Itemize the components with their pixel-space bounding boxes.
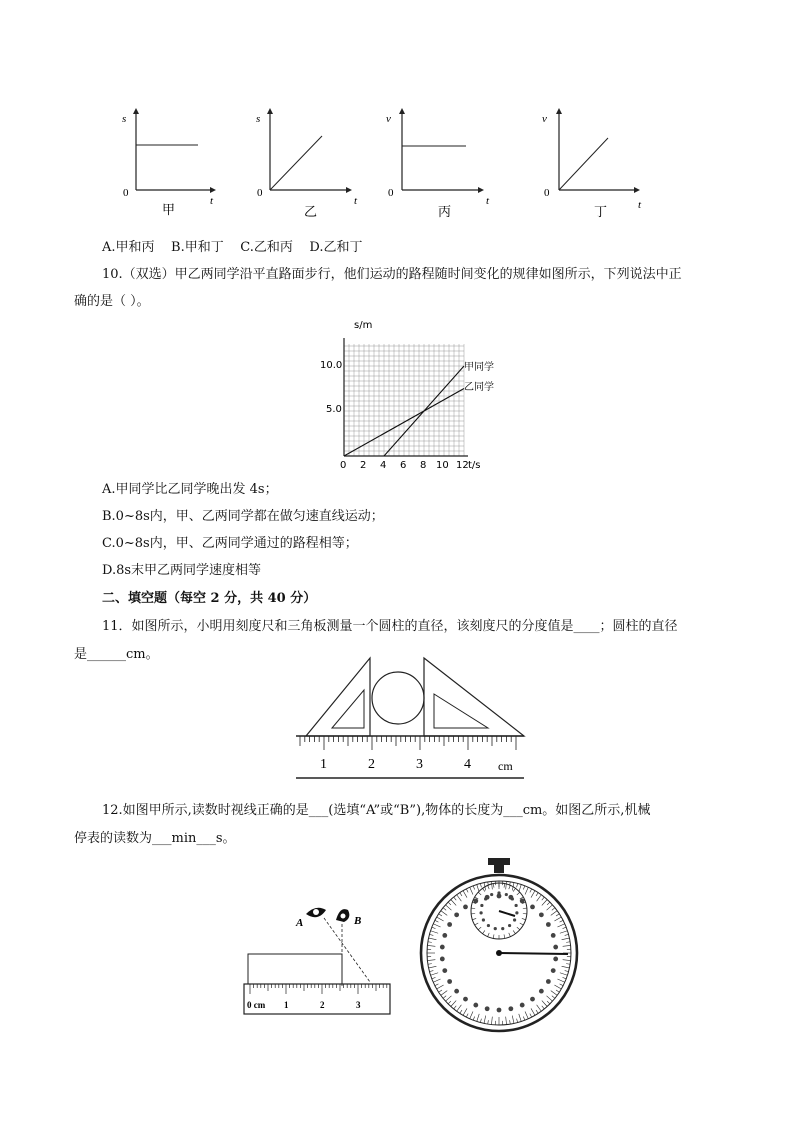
dial-tick: [563, 960, 571, 961]
eye-a-icon: [306, 908, 326, 917]
dial-tick: [454, 1006, 457, 1009]
dial-tick: [531, 891, 535, 898]
small-dial-tick: [517, 892, 520, 895]
dial-tick: [523, 886, 524, 890]
dial-number-mark: [520, 1003, 525, 1008]
graph-yi-y: s: [256, 113, 261, 125]
dial-number-mark: [447, 979, 452, 984]
dial-tick: [431, 931, 439, 933]
dial-tick: [429, 971, 433, 972]
dial-number-mark: [546, 979, 551, 984]
small-dial-number-mark: [505, 893, 508, 896]
dial-tick: [457, 1005, 462, 1011]
dial-number-mark: [440, 945, 445, 950]
small-dial-number-mark: [508, 924, 511, 927]
q10-ytick-10: 10.0: [320, 360, 343, 371]
dial-tick: [512, 1016, 514, 1024]
q10-xlabel: t/s: [468, 460, 481, 471]
q10-stem-line1: 10.（双选）甲乙两同学沿平直路面步行，他们运动的路程随时间变化的规律如图所示，下列说法中正: [102, 267, 682, 282]
dial-tick: [537, 1005, 542, 1011]
dial-number-mark: [454, 989, 459, 994]
small-dial-tick: [520, 923, 523, 925]
q11-label-1: 1: [320, 757, 327, 772]
dial-tick: [445, 905, 451, 910]
left-triangle: [306, 658, 370, 736]
q11-line1: 11．如图所示，小明用刻度尺和三角板测量一个圆柱的直径，该刻度尺的分度值是____；圆柱的直径: [102, 619, 678, 634]
dial-number-mark: [463, 997, 468, 1002]
dial-tick: [506, 881, 507, 889]
small-dial-number-mark: [484, 897, 487, 900]
dial-tick: [556, 914, 559, 916]
q10-option-d: D.8s末甲乙两同学速度相等: [102, 563, 262, 578]
dial-tick: [491, 1017, 492, 1025]
dial-tick: [547, 996, 553, 1001]
graph-ding: [542, 108, 642, 220]
dial-tick: [519, 1014, 521, 1022]
q12-label-1: 1: [284, 1000, 289, 1010]
q10-ytick-5: 5.0: [326, 404, 342, 415]
dial-number-mark: [546, 922, 551, 927]
q10-series-yi: 乙同学: [464, 382, 494, 393]
dial-number-mark: [440, 957, 445, 962]
small-dial-number-mark: [513, 918, 516, 921]
small-dial-number-mark: [511, 897, 514, 900]
q10-xtick-8: 8: [420, 460, 427, 471]
dial-tick: [470, 1011, 473, 1018]
dial-tick: [435, 920, 439, 922]
small-dial-tick: [472, 918, 476, 919]
dial-number-mark: [539, 989, 544, 994]
small-dial-tick: [483, 930, 485, 933]
dial-number-mark: [485, 1006, 490, 1011]
small-dial-number-mark: [480, 904, 483, 907]
eye-b-icon: [336, 909, 349, 922]
dial-tick: [451, 1001, 456, 1007]
dial-tick: [439, 990, 442, 992]
eye-b-label: B: [354, 915, 362, 927]
small-dial-number-mark: [479, 911, 482, 914]
q10-xtick-12: 12: [456, 460, 469, 471]
dial-tick: [433, 924, 440, 927]
q10-stem-line2: 确的是（ ）。: [74, 294, 150, 309]
q12-line1: 12.如图甲所示,读数时视线正确的是___(选填“A”或“B”),物体的长度为___cm。如图乙所示,机械: [102, 803, 651, 818]
dial-tick: [445, 996, 451, 1001]
small-dial-number-mark: [490, 893, 493, 896]
graph-jia-y: s: [122, 113, 127, 125]
small-dial-tick: [478, 927, 481, 930]
graph-jia: [122, 108, 216, 218]
dial-tick: [460, 893, 462, 896]
small-dial-number-mark: [487, 924, 490, 927]
dial-tick: [542, 899, 547, 905]
dial-tick: [437, 985, 444, 989]
dial-tick: [429, 938, 437, 940]
q11-ruler-figure: [292, 650, 532, 782]
small-dial-tick: [478, 892, 481, 895]
dial-tick: [557, 979, 564, 982]
dial-tick: [547, 905, 553, 910]
dial-tick: [441, 911, 447, 916]
dial-tick: [566, 942, 570, 943]
dial-tick: [530, 1014, 532, 1018]
dial-tick: [431, 973, 439, 975]
small-dial-tick: [509, 933, 511, 937]
dial-tick: [470, 887, 473, 894]
q11-label-4: 4: [464, 757, 471, 772]
dial-tick: [531, 1008, 535, 1015]
q11-label-2: 2: [368, 757, 375, 772]
dial-tick: [547, 1001, 550, 1004]
dial-number-mark: [539, 912, 544, 917]
cylinder: [372, 672, 424, 724]
dial-tick: [484, 1016, 486, 1024]
dial-tick: [562, 977, 566, 978]
q10-option-a: A.甲同学比乙同学晚出发 4s；: [102, 482, 278, 497]
q10-xtick-0: 0: [340, 460, 347, 471]
dial-tick: [566, 964, 570, 965]
graph-yi-name: 乙: [304, 205, 318, 220]
q11-unit: cm: [498, 759, 513, 773]
small-dial-tick: [522, 918, 526, 919]
dial-tick: [560, 920, 564, 922]
dial-tick: [491, 881, 492, 889]
dial-tick: [562, 927, 566, 928]
q10-series-jia: 甲同学: [464, 362, 494, 373]
dial-tick: [517, 1019, 518, 1023]
dial-tick: [556, 990, 559, 992]
dial-tick: [554, 917, 561, 921]
small-dial-tick: [513, 930, 515, 933]
dial-number-mark: [454, 912, 459, 917]
dial-tick: [460, 1010, 462, 1013]
dial-tick: [523, 1016, 524, 1020]
graph-bing: [386, 108, 490, 220]
dial-tick: [433, 979, 440, 982]
dial-tick: [542, 1001, 547, 1007]
graph-yi-x: t: [354, 195, 358, 207]
graph-bing-origin: 0: [388, 187, 394, 199]
dial-tick: [448, 1001, 451, 1004]
small-dial-tick: [488, 933, 490, 937]
small-dial-number-mark: [482, 918, 485, 921]
dial-tick: [466, 889, 468, 893]
graph-jia-name: 甲: [162, 203, 176, 218]
dial-tick: [451, 899, 456, 905]
graph-jia-x: t: [210, 195, 214, 207]
graph-yi: [256, 108, 358, 220]
dial-tick: [480, 883, 481, 887]
dial-tick: [454, 897, 457, 900]
dial-tick: [443, 908, 446, 911]
dial-tick: [506, 1017, 507, 1025]
small-dial-tick: [517, 927, 520, 930]
stopwatch-crown-icon: [488, 858, 510, 865]
q9-graphs: [100, 100, 680, 220]
section-title: 二、填空题（每空 2 分，共 40 分）: [102, 591, 317, 606]
dial-tick: [443, 996, 446, 999]
q10-option-b: B.0~8s内，甲、乙两同学都在做匀速直线运动；: [102, 509, 384, 524]
dial-tick: [429, 966, 437, 968]
dial-tick: [441, 991, 447, 996]
q10-option-c: C.0~8s内，甲、乙两同学通过的路程相等；: [102, 536, 358, 551]
q10-xtick-2: 2: [360, 460, 367, 471]
small-dial-tick: [493, 884, 494, 888]
dial-number-mark: [551, 933, 556, 938]
dial-tick: [427, 960, 435, 961]
dial-tick: [537, 895, 542, 901]
graph-ding-origin: 0: [544, 187, 550, 199]
dial-tick: [552, 996, 555, 999]
dial-tick: [560, 984, 564, 986]
dial-number-mark: [530, 997, 535, 1002]
dial-tick: [530, 889, 532, 893]
small-dial-tick: [513, 888, 515, 891]
dial-tick: [547, 902, 550, 905]
dial-number-mark: [473, 1003, 478, 1008]
dial-tick: [565, 934, 569, 935]
graph-bing-y: v: [386, 113, 391, 125]
dial-tick: [428, 964, 432, 965]
dial-tick: [428, 942, 432, 943]
small-dial-number-mark: [515, 904, 518, 907]
dial-tick: [542, 897, 545, 900]
q12-label-2: 2: [320, 1000, 325, 1010]
graph-ding-y: v: [542, 113, 547, 125]
q10-ylabel: s/m: [354, 320, 373, 331]
graph-jia-origin: 0: [123, 187, 129, 199]
dial-tick: [510, 1020, 511, 1024]
dial-tick: [457, 895, 462, 901]
dial-tick: [562, 938, 570, 940]
small-dial-tick: [483, 888, 485, 891]
dial-tick: [562, 966, 570, 968]
small-dial-tick: [509, 885, 511, 889]
eye-a-label: A: [296, 917, 304, 929]
dial-tick: [551, 991, 557, 996]
small-dial-tick: [488, 885, 490, 889]
dial-tick: [463, 891, 467, 898]
dial-tick: [536, 1010, 538, 1013]
dial-tick: [563, 945, 571, 946]
dial-number-mark: [463, 904, 468, 909]
dial-tick: [439, 914, 442, 916]
q12-line2: 停表的读数为___min___s。: [74, 831, 236, 846]
q12-label-3: 3: [356, 1000, 361, 1010]
dial-tick: [560, 973, 568, 975]
q11-label-3: 3: [416, 757, 423, 772]
dial-tick: [480, 1019, 481, 1023]
dial-number-mark: [551, 968, 556, 973]
small-dial-number-mark: [494, 927, 497, 930]
dial-tick: [463, 1008, 467, 1015]
q10-xtick-6: 6: [400, 460, 407, 471]
dial-number-mark: [442, 968, 447, 973]
dial-tick: [473, 886, 474, 890]
dial-tick: [488, 1020, 489, 1024]
dial-number-mark: [553, 945, 558, 950]
dial-tick: [466, 1014, 468, 1018]
small-dial-tick: [475, 923, 478, 925]
dial-tick: [565, 971, 569, 972]
dial-tick: [560, 931, 568, 933]
dial-tick: [435, 984, 439, 986]
graph-yi-origin: 0: [257, 187, 263, 199]
dial-tick: [427, 945, 435, 946]
q12-ruler-figure: [240, 896, 396, 1020]
dial-tick: [557, 924, 564, 927]
dial-tick: [536, 893, 538, 896]
graph-bing-name: 丙: [438, 205, 452, 220]
dial-tick: [542, 1006, 545, 1009]
dial-tick: [437, 917, 444, 921]
dial-number-mark: [447, 922, 452, 927]
dial-tick: [554, 985, 561, 989]
dial-number-mark: [442, 933, 447, 938]
graph-ding-name: 丁: [594, 205, 608, 220]
graph-ding-x: t: [638, 199, 642, 211]
dial-tick: [551, 911, 557, 916]
small-dial-number-mark: [515, 911, 518, 914]
dial-number-mark: [553, 957, 558, 962]
q10-chart: [312, 316, 502, 474]
small-dial-number-mark: [501, 927, 504, 930]
small-dial-tick: [493, 934, 494, 938]
dial-tick: [525, 887, 528, 894]
dial-tick: [525, 1011, 528, 1018]
q12-label-0: 0 cm: [247, 1000, 266, 1010]
q11-line2: 是______cm。: [74, 647, 159, 662]
dial-tick: [552, 908, 555, 911]
q10-xtick-4: 4: [380, 460, 387, 471]
small-dial-tick: [504, 934, 505, 938]
dial-number-mark: [530, 904, 535, 909]
dial-tick: [477, 1014, 479, 1022]
dial-tick: [432, 927, 436, 928]
dial-tick: [517, 883, 518, 887]
dial-tick: [432, 977, 436, 978]
stopwatch-figure: [418, 854, 580, 1034]
dial-number-mark: [508, 1006, 513, 1011]
dial-number-mark: [497, 1008, 502, 1013]
dial-tick: [429, 934, 433, 935]
q9-options: A.甲和丙 B.甲和丁 C.乙和丙 D.乙和丁: [102, 240, 363, 255]
dial-tick: [473, 1016, 474, 1020]
dial-tick: [448, 902, 451, 905]
graph-bing-x: t: [486, 195, 490, 207]
small-dial-tick: [504, 884, 505, 888]
small-dial-number-mark: [497, 891, 500, 894]
q10-xtick-10: 10: [436, 460, 449, 471]
